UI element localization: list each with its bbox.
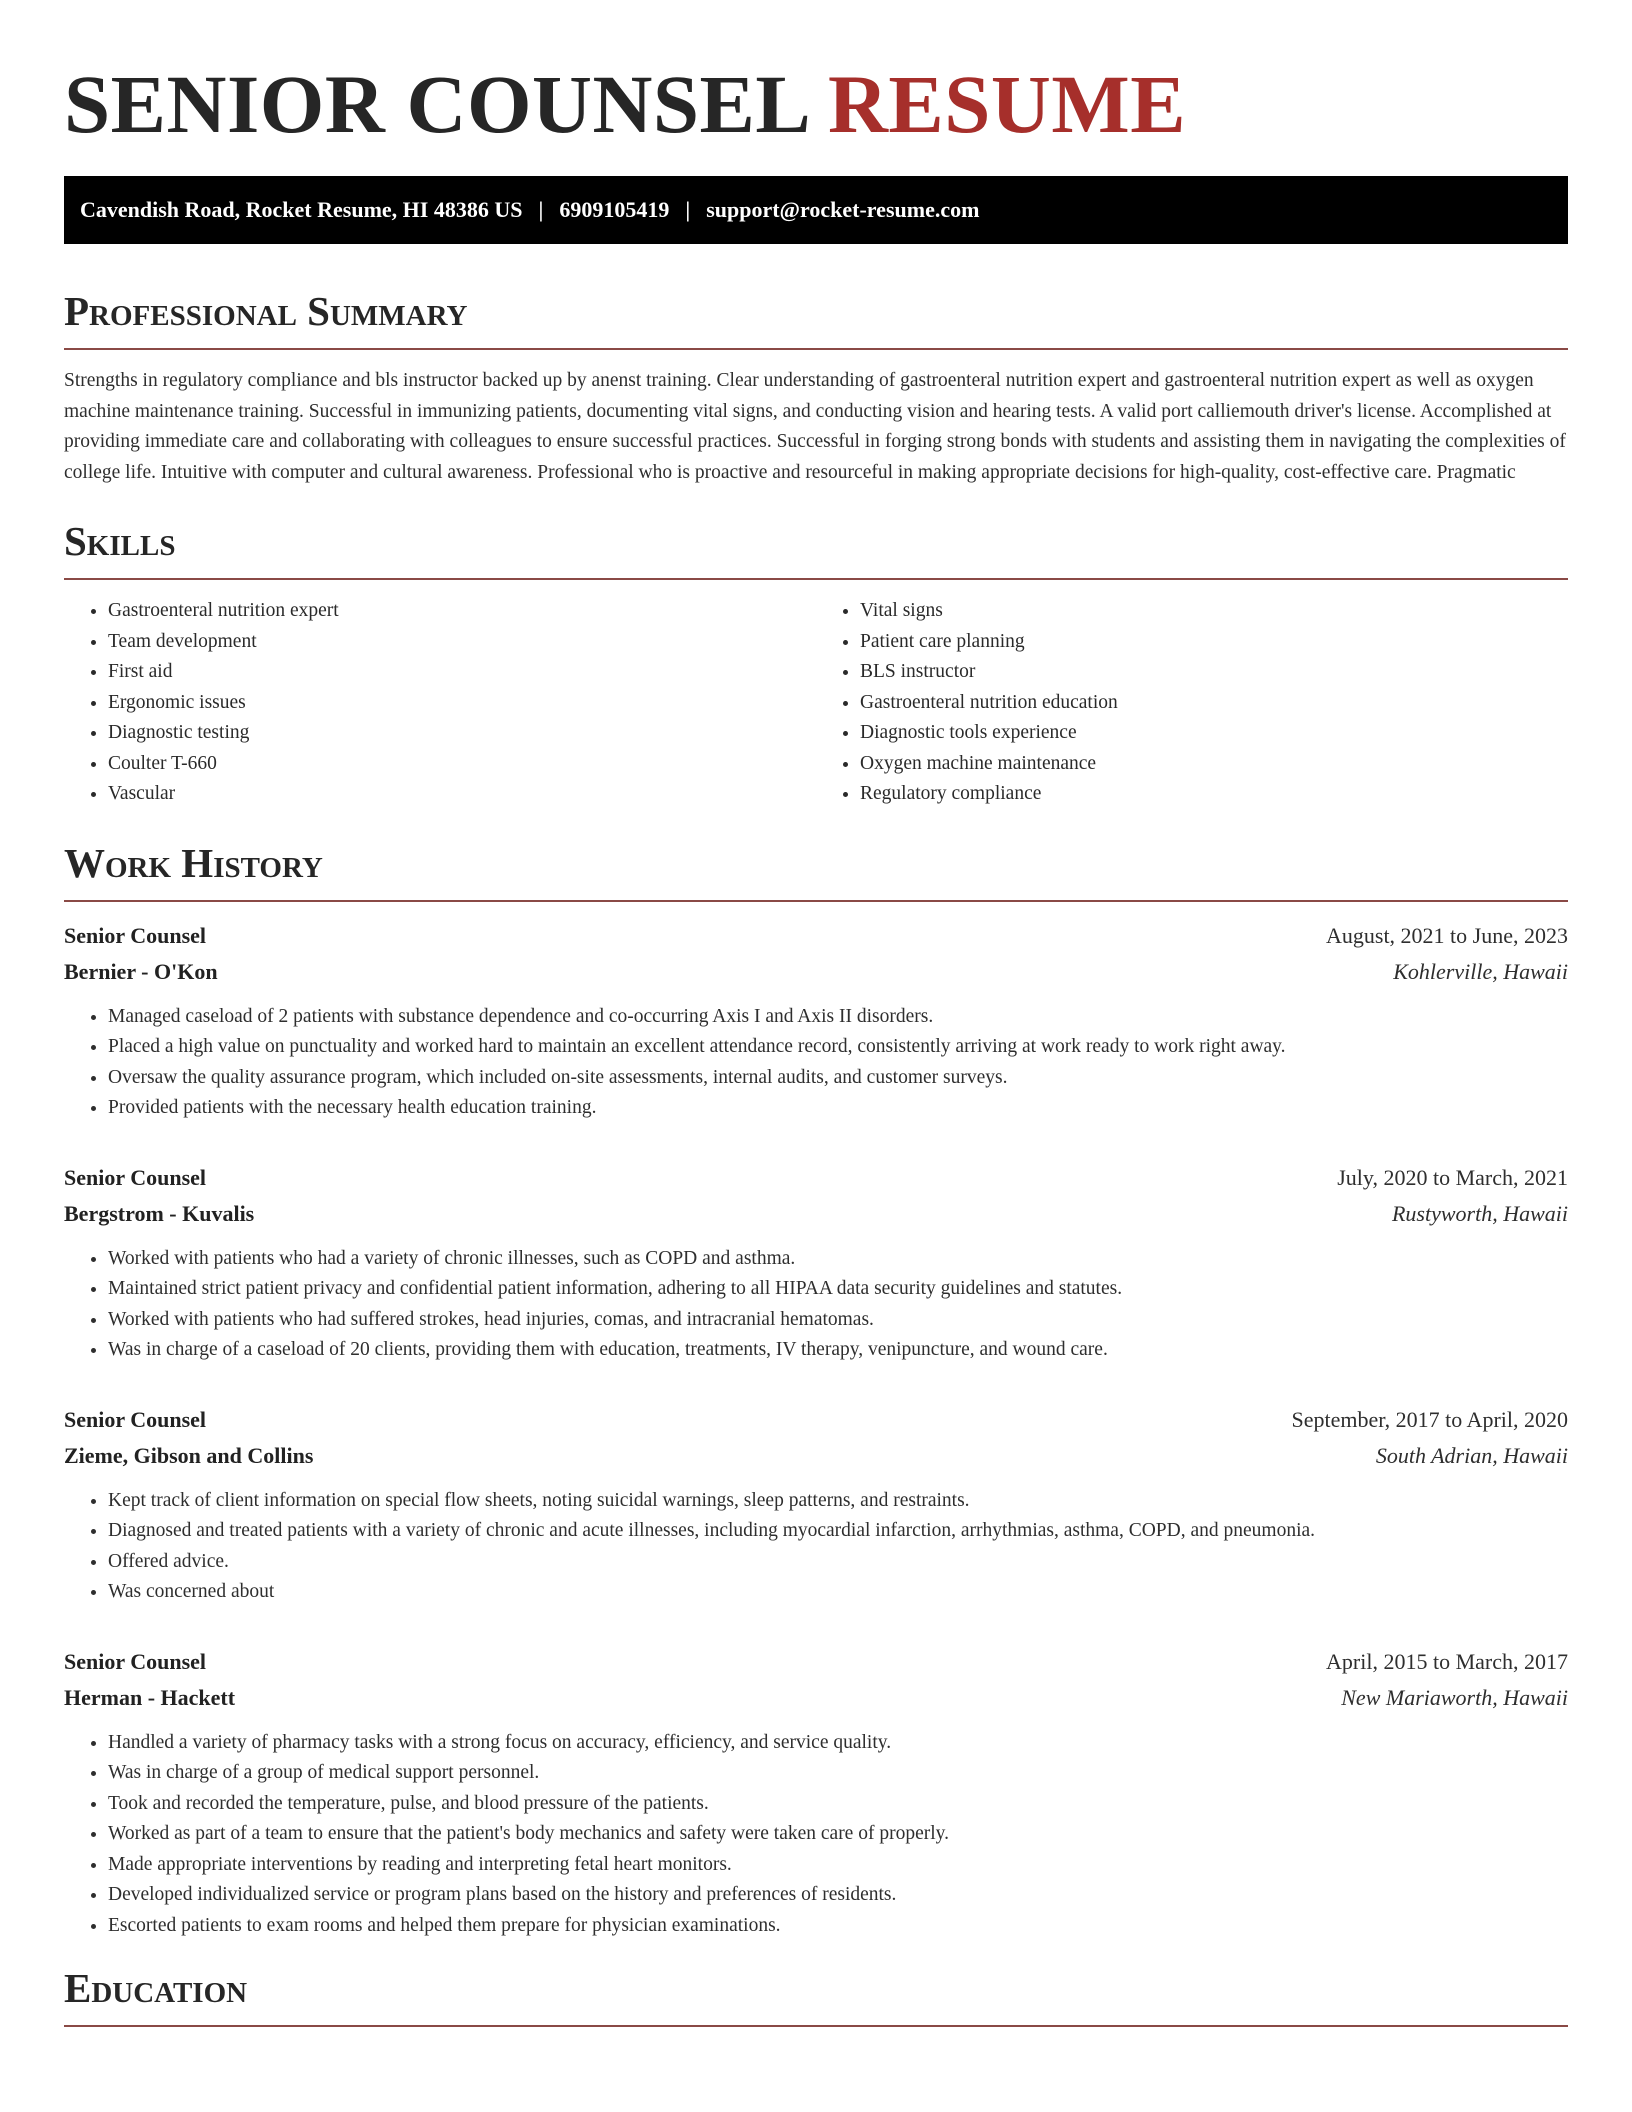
job-bullet: • Offered advice. [108, 1547, 1568, 1578]
job-company: Bernier - O'Kon [64, 958, 218, 984]
skill-item: • Gastroenteral nutrition education [860, 688, 1568, 719]
job-location: Kohlerville, Hawaii [1393, 958, 1568, 984]
job-title: Senior Counsel [64, 1406, 207, 1432]
job-bullet: • Kept track of client information on special flow sheets, noting suicidal warnings, sleep patterns, and restraints. [108, 1486, 1568, 1517]
job-bullet: • Managed caseload of 2 patients with substance dependence and co-occurring Axis I and Axis II disorders. [108, 1002, 1568, 1033]
job-bullets [64, 1728, 1568, 1942]
contact-bar [64, 176, 1568, 244]
job-company: Zieme, Gibson and Collins [64, 1442, 314, 1468]
job-title: Senior Counsel [64, 1648, 207, 1674]
job-dates: April, 2015 to March, 2017 [1326, 1648, 1568, 1674]
job-location: New Mariaworth, Hawaii [1341, 1684, 1568, 1710]
job-company: Bergstrom - Kuvalis [64, 1200, 255, 1226]
contact-phone[interactable]: 6909105419 [559, 197, 670, 222]
job-location: South Adrian, Hawaii [1375, 1442, 1568, 1468]
skill-item: • Ergonomic issues [108, 688, 816, 719]
job-bullets [64, 1486, 1568, 1608]
title-accent: RESUME [827, 58, 1187, 150]
job-bullet: • Handled a variety of pharmacy tasks with a strong focus on accuracy, efficiency, and service quality. [108, 1728, 1568, 1759]
job-bullet: • Maintained strict patient privacy and confidential patient information, adhering to all HIPAA data security guidelines and statutes. [108, 1274, 1568, 1305]
job-entry [64, 1402, 1568, 1608]
skills-heading: Skills [64, 518, 1568, 580]
job-bullet: • Worked with patients who had suffered strokes, head injuries, comas, and intracranial hematomas. [108, 1305, 1568, 1336]
job-bullets [64, 1002, 1568, 1124]
skill-item: • Coulter T-660 [108, 749, 816, 780]
job-title: Senior Counsel [64, 1164, 207, 1190]
job-bullet: • Diagnosed and treated patients with a variety of chronic and acute illnesses, including myocardial infarction, arrhythmias, asthma, COPD, and pneumonia. [108, 1516, 1568, 1547]
job-bullet: • Developed individualized service or program plans based on the history and preferences of residents. [108, 1880, 1568, 1911]
job-bullet: • Was in charge of a caseload of 20 clients, providing them with education, treatments, IV therapy, venipuncture, and wound care. [108, 1335, 1568, 1366]
job-bullet: • Escorted patients to exam rooms and helped them prepare for physician examinations. [108, 1911, 1568, 1942]
job-bullet: • Was in charge of a group of medical support personnel. [108, 1758, 1568, 1789]
skills-column-left [64, 596, 816, 810]
job-dates: July, 2020 to March, 2021 [1337, 1164, 1568, 1190]
summary-text: Strengths in regulatory compliance and bls instructor backed up by anenst training. Clear understanding of gastroenteral nutrition expert and gastroenteral nutrition expert as well as oxygen machine maintenance training. Successful in immunizing patients, documenting vital signs, and conducting vision and hearing tests. A valid port calliemouth driver's license. Accomplished at providing immediate care and collaborating with colleagues to ensure successful practices. Successful in forging strong bonds with students and assisting them in navigating the complexities of college life. Intuitive with computer and cultural awareness. Professional who is proactive and resourceful in making appropriate decisions for high-quality, cost-effective care. Pragmatic [64, 370, 1566, 483]
skill-item: • Regulatory compliance [860, 779, 1568, 810]
skills-column-right [816, 596, 1568, 810]
job-bullet: • Took and recorded the temperature, pulse, and blood pressure of the patients. [108, 1789, 1568, 1820]
title-main: SENIOR COUNSEL [64, 58, 807, 150]
skill-item: • Diagnostic tools experience [860, 718, 1568, 749]
skill-item: • BLS instructor [860, 657, 1568, 688]
contact-separator: | [685, 197, 691, 222]
work-history-heading: Work History [64, 840, 1568, 902]
job-bullets [64, 1244, 1568, 1366]
job-entry [64, 918, 1568, 1124]
job-bullet: • Placed a high value on punctuality and worked hard to maintain an excellent attendance record, consistently arriving at work ready to work right away. [108, 1032, 1568, 1063]
job-dates: September, 2017 to April, 2020 [1291, 1406, 1568, 1432]
skills-list [64, 596, 1568, 810]
skill-item: • Diagnostic testing [108, 718, 816, 749]
skill-item: • Oxygen machine maintenance [860, 749, 1568, 780]
job-title: Senior Counsel [64, 922, 207, 948]
job-bullet: • Worked as part of a team to ensure that the patient's body mechanics and safety were taken care of properly. [108, 1819, 1568, 1850]
job-company: Herman - Hackett [64, 1684, 236, 1710]
skill-item: • Team development [108, 627, 816, 658]
contact-separator: | [538, 197, 544, 222]
skill-item: • Gastroenteral nutrition expert [108, 596, 816, 627]
job-location: Rustyworth, Hawaii [1391, 1200, 1568, 1226]
job-bullet: • Provided patients with the necessary health education training. [108, 1093, 1568, 1124]
contact-email[interactable]: support@rocket-resume.com [706, 197, 980, 222]
resume-page [64, 56, 1568, 2027]
job-bullet: • Oversaw the quality assurance program, which included on-site assessments, internal audits, and customer surveys. [108, 1063, 1568, 1094]
job-bullet: • Made appropriate interventions by reading and interpreting fetal heart monitors. [108, 1850, 1568, 1881]
contact-address: Cavendish Road, Rocket Resume, HI 48386 US [80, 197, 523, 222]
skill-item: • First aid [108, 657, 816, 688]
skill-item: • Vascular [108, 779, 816, 810]
job-dates: August, 2021 to June, 2023 [1326, 922, 1568, 948]
resume-title [64, 56, 1568, 152]
job-entry [64, 1644, 1568, 1942]
job-bullet: • Worked with patients who had a variety of chronic illnesses, such as COPD and asthma. [108, 1244, 1568, 1275]
job-bullet: • Was concerned about [108, 1577, 1568, 1608]
education-heading: Education [64, 1965, 1568, 2027]
skill-item: • Vital signs [860, 596, 1568, 627]
summary-heading: Professional Summary [64, 288, 1568, 350]
skill-item: • Patient care planning [860, 627, 1568, 658]
job-entry [64, 1160, 1568, 1366]
